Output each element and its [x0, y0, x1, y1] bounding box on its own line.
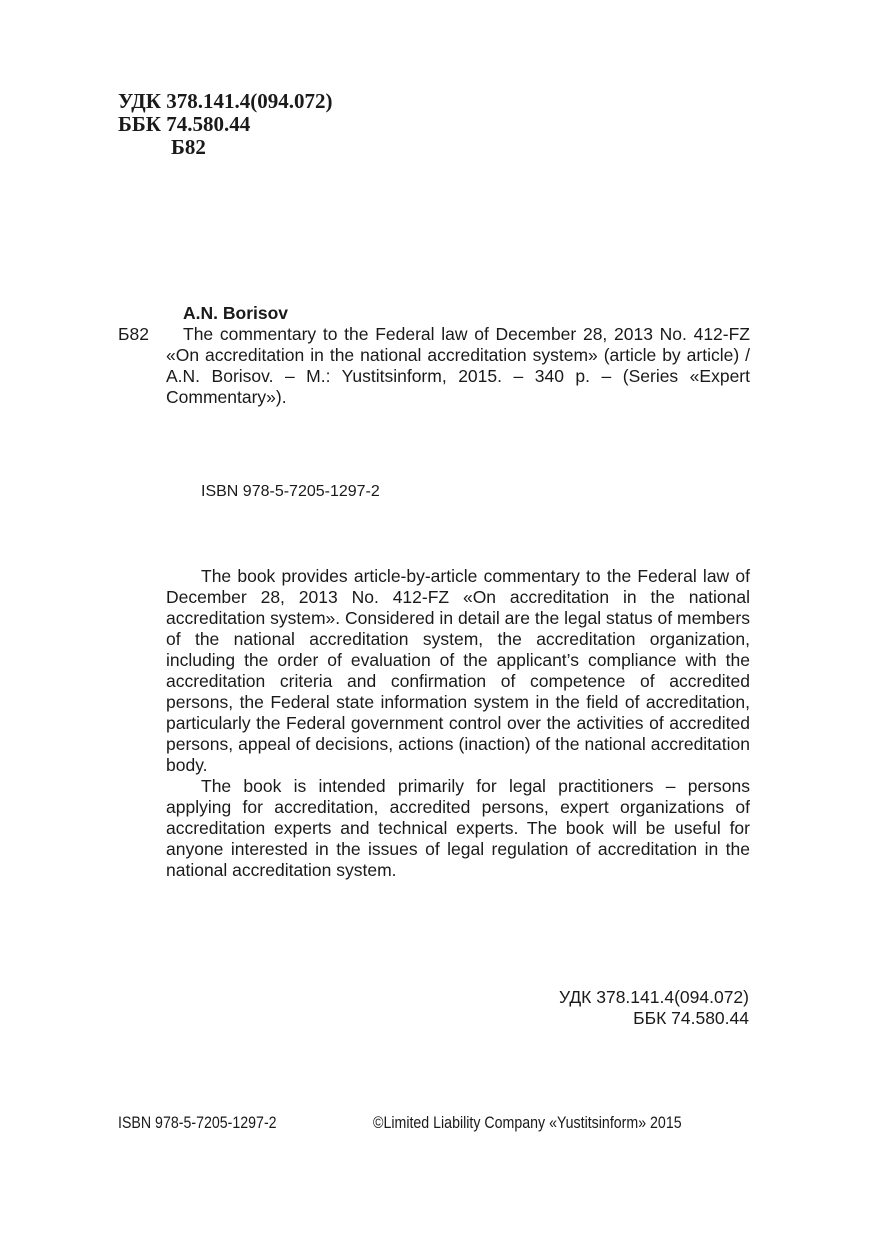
bibliographic-description [166, 324, 750, 408]
catalog-isbn: ISBN 978-5-7205-1297-2 [201, 483, 380, 500]
author-name: A.N. Borisov [183, 303, 289, 323]
annotation-paragraph: The book provides article-by-article commentary to the Federal law of December 28, 2013 No. 412-FZ «On accreditation in the national accreditation system». Considered in detail are the legal status of members of the national accreditation system, the accreditation organization, including the order of evaluation of the applicant’s compliance with the accreditation criteria and confirmation of competence of accredited persons, the Federal state information system in the field of accreditation, particularly the Federal government control over the activities of accredited persons, appeal of decisions, actions (inaction) of the national accreditation body. [166, 566, 750, 775]
catalog-cutter-mark: Б82 [118, 324, 149, 344]
footer-copyright: ©Limited Liability Company «Yustitsinform» 2015 [373, 1114, 682, 1132]
classification-udk: УДК 378.141.4(094.072) [558, 987, 749, 1007]
header-bbk-code: ББК 74.580.44 [118, 112, 251, 136]
annotation [166, 566, 750, 881]
classification-bbk: ББК 74.580.44 [633, 1008, 749, 1028]
footer-isbn: ISBN 978-5-7205-1297-2 [118, 1114, 277, 1132]
header-cutter-code: Б82 [171, 135, 206, 159]
annotation-paragraph: The book is intended primarily for legal practitioners – persons applying for accreditation, accredited persons, expert organizations of accreditation experts and technical experts. The book will be useful for anyone interested in the issues of legal regulation of accreditation in the national accreditation system. [166, 776, 750, 880]
bibliographic-description-text: The commentary to the Federal law of December 28, 2013 No. 412-FZ «On accreditation in the national accreditation system» (article by article) / A.N. Borisov. – M.: Yustitsinform, 2015. – 340 p. – (Series «Expert Commentary»). [166, 324, 750, 407]
header-udk-code: УДК 378.141.4(094.072) [118, 89, 333, 113]
